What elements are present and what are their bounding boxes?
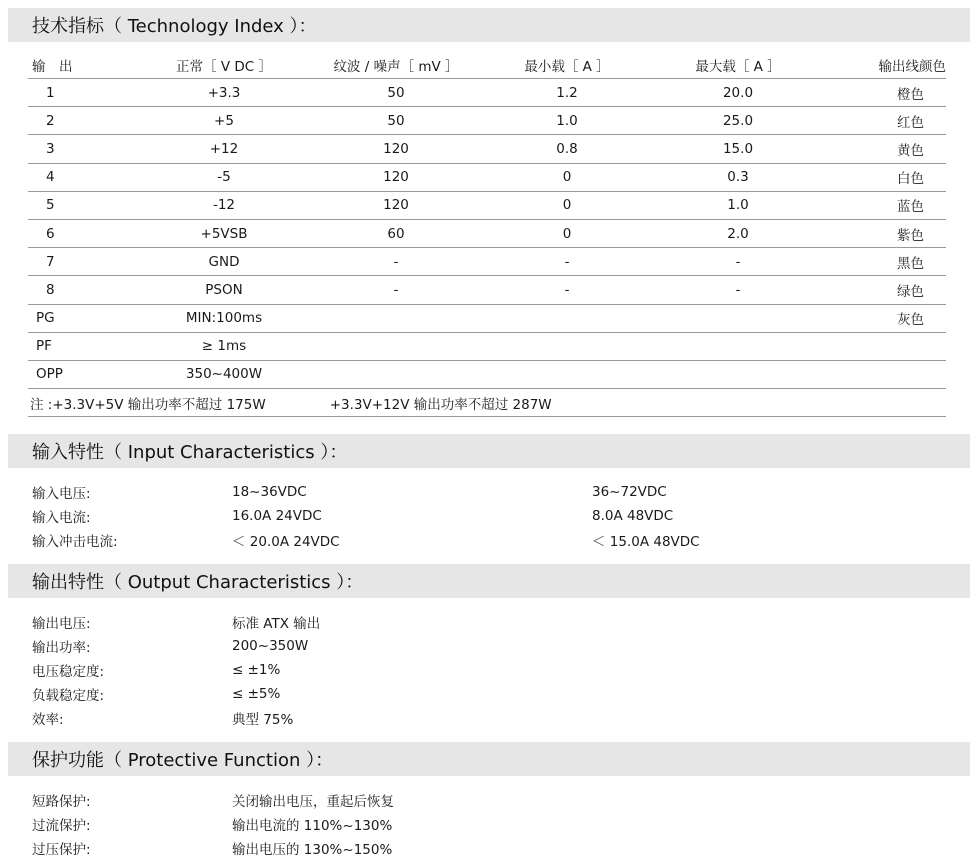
cell-nominal: ≥ 1ms: [118, 332, 330, 360]
cell-nominal: +3.3: [118, 79, 330, 107]
cell-empty: [330, 332, 462, 360]
value: 200~350W: [232, 638, 309, 654]
list-item: [32, 812, 952, 836]
cell-output: PG: [28, 304, 118, 332]
list-item: [32, 480, 952, 504]
list-item: [32, 634, 952, 658]
cell-nominal: +5VSB: [118, 219, 330, 247]
cell-output: 1: [28, 79, 118, 107]
list-item: [32, 788, 952, 812]
cell-wire-color: 紫色: [804, 219, 946, 247]
table-header-row: [28, 52, 946, 79]
cell-ripple: 120: [330, 191, 462, 219]
table-row: [28, 304, 946, 332]
cell-empty: [330, 360, 462, 388]
section-title-technology-index: 技术指标（ Technology Index ）：: [8, 8, 970, 42]
list-item: [32, 504, 952, 528]
list-item: [32, 658, 952, 682]
cell-wire-color: 黄色: [804, 135, 946, 163]
header-output: 输 出: [28, 52, 118, 79]
cell-min-load: -: [462, 276, 672, 304]
list-item: [32, 528, 952, 552]
cell-ripple: 50: [330, 79, 462, 107]
cell-max-load: 2.0: [672, 219, 804, 247]
cell-output: 8: [28, 276, 118, 304]
cell-wire-color: 橙色: [804, 79, 946, 107]
cell-empty: [672, 304, 804, 332]
list-item: [32, 706, 952, 730]
label: 输入电流:: [32, 510, 91, 526]
header-nominal-vdc: 正常［ V DC ］: [118, 52, 330, 79]
table-row: [28, 332, 946, 360]
cell-wire-color: 红色: [804, 107, 946, 135]
cell-max-load: 1.0: [672, 191, 804, 219]
label: 输出功率:: [32, 640, 91, 656]
cell-output: 3: [28, 135, 118, 163]
cell-ripple: 120: [330, 135, 462, 163]
cell-min-load: 0.8: [462, 135, 672, 163]
table-row: [28, 79, 946, 107]
section-title-input-characteristics: 输入特性（ Input Characteristics ）：: [8, 434, 970, 468]
table-row: [28, 276, 946, 304]
cell-max-load: -: [672, 248, 804, 276]
cell-ripple: 120: [330, 163, 462, 191]
label: 过流保护:: [32, 818, 91, 834]
cell-wire-color: 蓝色: [804, 191, 946, 219]
cell-ripple: 60: [330, 219, 462, 247]
table-row: [28, 191, 946, 219]
cell-nominal: +12: [118, 135, 330, 163]
cell-nominal: 350~400W: [118, 360, 330, 388]
value-alt: 8.0A 48VDC: [592, 508, 674, 524]
cell-wire-color: [804, 332, 946, 360]
cell-max-load: 25.0: [672, 107, 804, 135]
table-row: [28, 248, 946, 276]
table-row: [28, 219, 946, 247]
cell-min-load: 0: [462, 191, 672, 219]
header-ripple-noise: 纹波 / 噪声［ mV ］: [330, 52, 462, 79]
cell-wire-color: 绿色: [804, 276, 946, 304]
table-note: [28, 389, 946, 417]
value: 18~36VDC: [232, 484, 307, 500]
header-min-load: 最小载［ A ］: [462, 52, 672, 79]
header-wire-color: 输出线颜色: [804, 52, 946, 79]
cell-output: 7: [28, 248, 118, 276]
cell-empty: [672, 332, 804, 360]
section-title-protective-function: 保护功能（ Protective Function ）：: [8, 742, 970, 776]
cell-empty: [672, 360, 804, 388]
value-alt: ＜ 15.0A 48VDC: [592, 534, 700, 550]
cell-ripple: -: [330, 248, 462, 276]
table-row: [28, 135, 946, 163]
list-item: [32, 836, 952, 860]
cell-min-load: -: [462, 248, 672, 276]
cell-output: OPP: [28, 360, 118, 388]
cell-min-load: 0: [462, 219, 672, 247]
cell-output: 6: [28, 219, 118, 247]
cell-ripple: 50: [330, 107, 462, 135]
cell-min-load: 0: [462, 163, 672, 191]
cell-output: PF: [28, 332, 118, 360]
list-item: [32, 682, 952, 706]
cell-nominal: -12: [118, 191, 330, 219]
label: 输入电压:: [32, 486, 91, 502]
value: 输出电压的 130%~150%: [232, 842, 393, 858]
section-title-output-characteristics: 输出特性（ Output Characteristics ）：: [8, 564, 970, 598]
value: 标准 ATX 输出: [232, 616, 321, 632]
cell-nominal: +5: [118, 107, 330, 135]
cell-wire-color: 黑色: [804, 248, 946, 276]
label: 负载稳定度:: [32, 688, 105, 704]
cell-empty: [462, 360, 672, 388]
list-item: [32, 610, 952, 634]
value: 输出电流的 110%~130%: [232, 818, 393, 834]
cell-ripple: -: [330, 276, 462, 304]
note-part-2: +3.3V+12V 输出功率不超过 287W: [329, 396, 552, 413]
note-part-1: 注 :+3.3V+5V 输出功率不超过 175W: [30, 396, 266, 413]
cell-nominal: PSON: [118, 276, 330, 304]
cell-max-load: 15.0: [672, 135, 804, 163]
value: ≤ ±1%: [232, 662, 281, 678]
technology-index-table: [28, 52, 946, 417]
cell-min-load: 1.0: [462, 107, 672, 135]
value: ≤ ±5%: [232, 686, 281, 702]
table-row: [28, 163, 946, 191]
label: 短路保护:: [32, 794, 91, 810]
cell-output: 2: [28, 107, 118, 135]
cell-wire-color: 白色: [804, 163, 946, 191]
cell-min-load: 1.2: [462, 79, 672, 107]
cell-output: 4: [28, 163, 118, 191]
label: 电压稳定度:: [32, 664, 105, 680]
cell-max-load: 0.3: [672, 163, 804, 191]
label: 效率:: [32, 712, 64, 728]
value: 关闭输出电压，重起后恢复: [232, 794, 394, 810]
table-note-row: [28, 389, 946, 417]
label: 输入冲击电流:: [32, 534, 118, 550]
cell-empty: [462, 304, 672, 332]
value: 16.0A 24VDC: [232, 508, 322, 524]
cell-nominal: GND: [118, 248, 330, 276]
table-row: [28, 107, 946, 135]
value-alt: 36~72VDC: [592, 484, 667, 500]
value: 典型 75%: [232, 712, 294, 728]
cell-nominal: MIN:100ms: [118, 304, 330, 332]
cell-empty: [462, 332, 672, 360]
value: ＜ 20.0A 24VDC: [232, 534, 340, 550]
cell-max-load: 20.0: [672, 79, 804, 107]
cell-empty: [330, 304, 462, 332]
cell-output: 5: [28, 191, 118, 219]
label: 过压保护:: [32, 842, 91, 858]
header-max-load: 最大载［ A ］: [672, 52, 804, 79]
label: 输出电压:: [32, 616, 91, 632]
cell-wire-color: [804, 360, 946, 388]
cell-max-load: -: [672, 276, 804, 304]
cell-wire-color: 灰色: [804, 304, 946, 332]
cell-nominal: -5: [118, 163, 330, 191]
table-row: [28, 360, 946, 388]
